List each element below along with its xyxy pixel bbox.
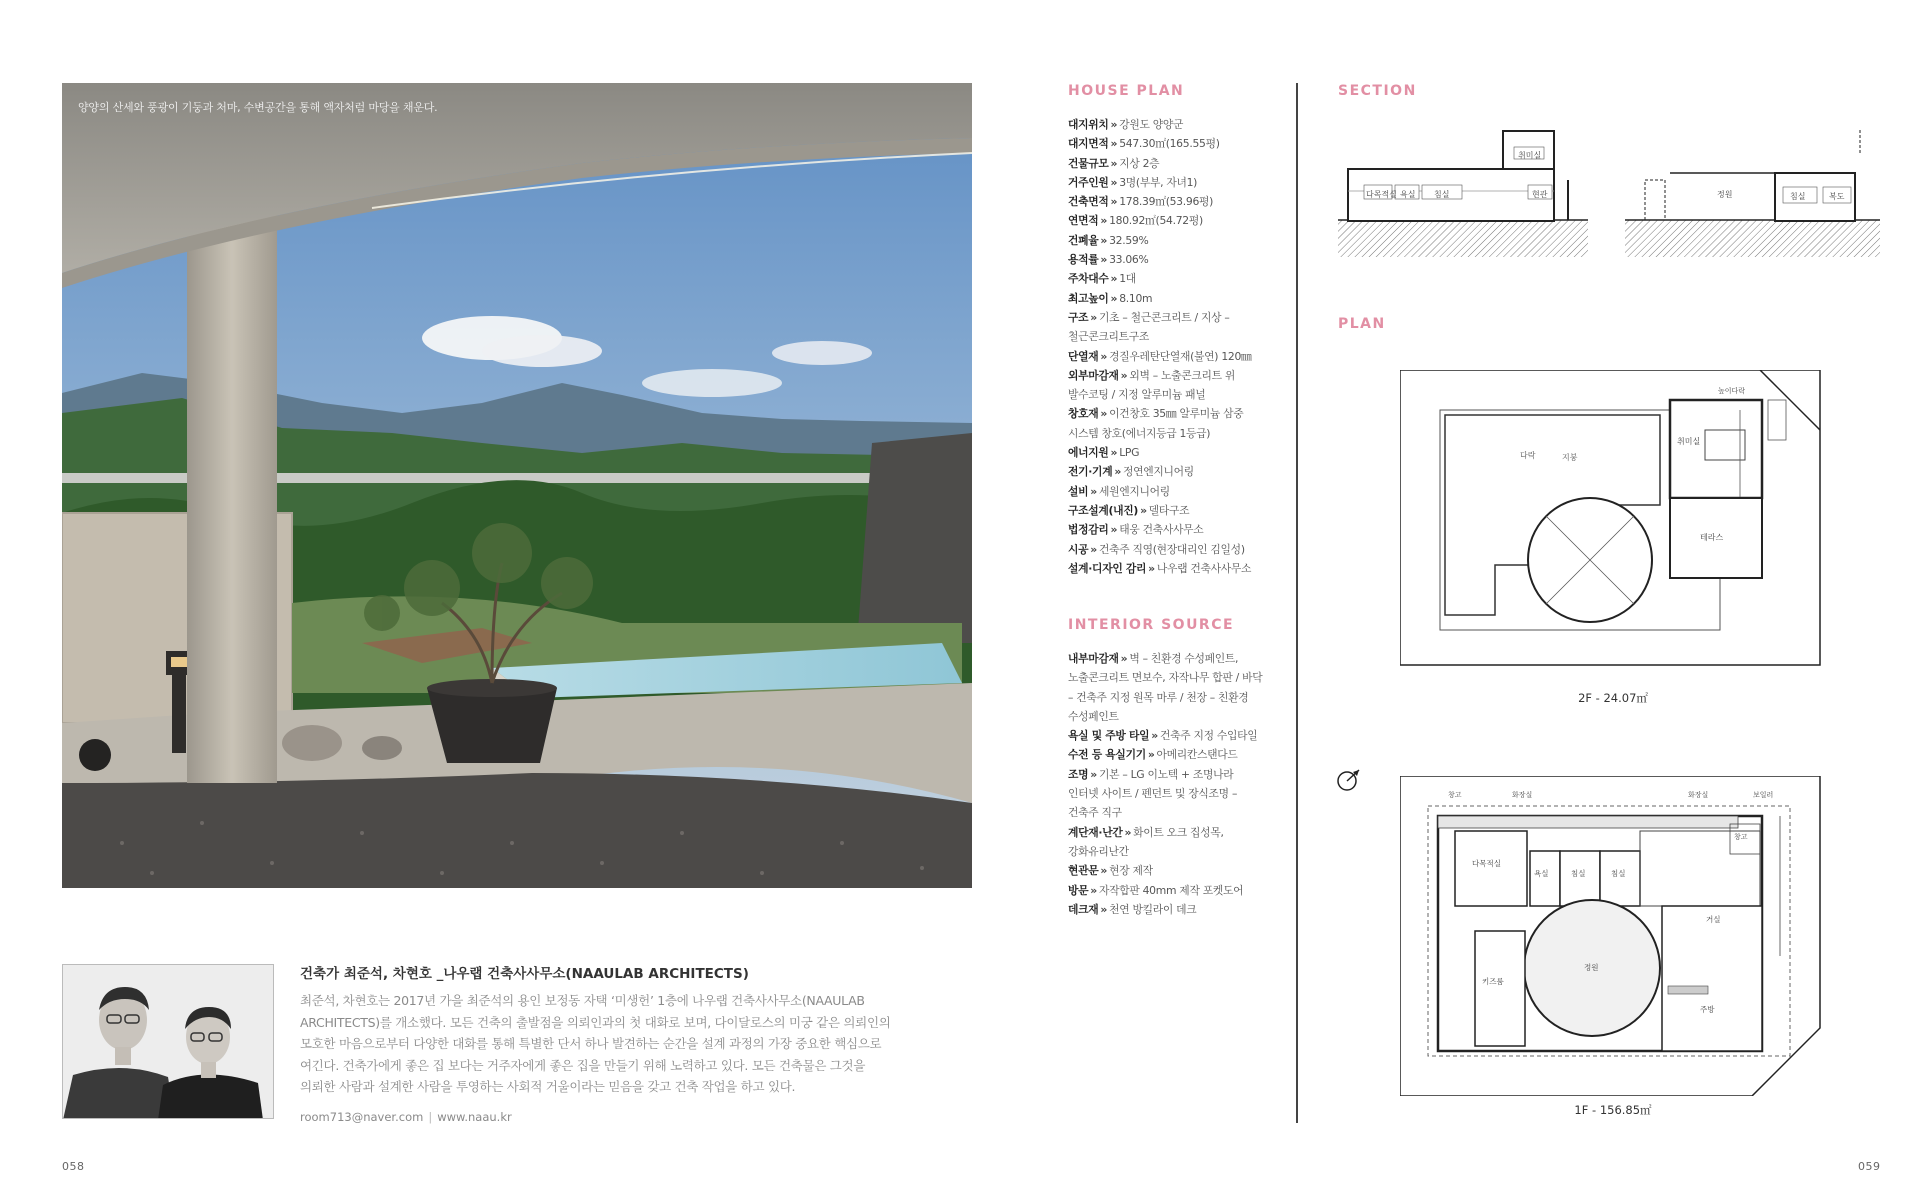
room-label: 거실	[1706, 915, 1721, 924]
spec-value: 180.92㎡(54.72평)	[1109, 214, 1203, 228]
spec-label: 데크재	[1068, 902, 1099, 916]
spec-item	[1068, 192, 1298, 211]
room-label: 창고	[1448, 791, 1462, 799]
spec-item	[1068, 404, 1298, 423]
interior-source-list	[1068, 649, 1298, 919]
double-chevron-icon: »	[1100, 233, 1108, 247]
bio-line: 최준석, 차현호는 2017년 가을 최준석의 용인 보정동 자택 ‘미생헌’ 1층에 나우랩 건축사사무소(NAAULAB	[300, 993, 865, 1008]
spec-label: 법정감리	[1068, 523, 1109, 537]
double-chevron-icon: »	[1100, 902, 1108, 916]
spec-label: 전기·기계	[1068, 465, 1113, 479]
plan-1f-area: 1F - 156.85㎡	[1574, 1103, 1652, 1117]
spec-label: 계단재·난간	[1068, 825, 1123, 839]
double-chevron-icon: »	[1151, 729, 1158, 743]
spec-item	[1068, 308, 1298, 327]
room-label: 취미실	[1518, 151, 1542, 160]
room-label: 현관	[1532, 190, 1548, 199]
spec-item	[1068, 443, 1298, 462]
spec-label: 욕실 및 주방 타일	[1068, 729, 1150, 743]
spec-value: 태웅 건축사사무소	[1119, 523, 1204, 537]
bio-line: ARCHITECTS)를 개소했다. 모든 건축의 출발점을 의뢰인과의 첫 대화로 보며, 다이달로스의 미궁 같은 의뢰인의	[300, 1014, 891, 1030]
bio-line: 여긴다. 건축가에게 좋은 집 보다는 거주자에게 좋은 집을 만들기 위해 노력하고 있다. 모든 건축물은 그것을	[300, 1057, 866, 1073]
spec-label: 조명	[1068, 767, 1089, 781]
plan-title: PLAN	[1338, 316, 1386, 332]
spec-value: 32.59%	[1109, 233, 1149, 247]
bio-line: 모호한 마음으로부터 다양한 대화를 통해 특별한 단서 하나 발견하는 순간을 설계 과정의 가장 중요한 핵심으로	[300, 1036, 882, 1051]
double-chevron-icon: »	[1114, 465, 1122, 479]
architect-email[interactable]: room713@naver.com	[300, 1109, 424, 1124]
courtyard-photo-illustration	[62, 83, 972, 888]
double-chevron-icon: »	[1090, 484, 1097, 498]
architect-title: 건축가 최준석, 차현호 _나우랩 건축사사무소(NAAULAB ARCHITECTS)	[300, 966, 749, 982]
room-label: 테라스	[1700, 533, 1724, 542]
spec-value: 기본 – LG 이노텍 + 조명나라	[1098, 767, 1234, 781]
double-chevron-icon: »	[1148, 561, 1155, 575]
bio-line: 의뢰한 사람과 설계한 사람을 투영하는 사회적 거울이라는 믿음을 갖고 건축 작업을 하고 있다.	[300, 1079, 796, 1094]
spec-label: 연면적	[1068, 214, 1099, 228]
architect-bio	[300, 962, 900, 1124]
spec-value: 강원도 양양군	[1119, 118, 1184, 131]
spec-item	[1068, 289, 1298, 308]
double-chevron-icon: »	[1090, 542, 1097, 556]
spec-label: 방문	[1068, 883, 1089, 897]
spec-label: 최고높이	[1068, 291, 1109, 305]
spec-value: 건축주 지정 수입타일	[1159, 729, 1258, 743]
spec-item	[1068, 269, 1298, 288]
double-chevron-icon: »	[1110, 523, 1118, 537]
house-plan-title: HOUSE PLAN	[1068, 83, 1185, 99]
plan-2f-area: 2F - 24.07㎡	[1578, 691, 1648, 705]
spec-label: 용적률	[1068, 253, 1099, 267]
double-chevron-icon: »	[1110, 137, 1118, 151]
spec-item	[1068, 134, 1298, 153]
spec-label: 에너지원	[1068, 446, 1109, 460]
spec-item	[1068, 250, 1298, 269]
spec-value-continued: 강화유리난간	[1068, 844, 1129, 858]
room-label: 화장실	[1688, 791, 1709, 799]
contact-separator: |	[428, 1109, 433, 1124]
spec-value: 178.39㎡(53.96평)	[1119, 195, 1214, 209]
architects-photo-illustration	[63, 965, 274, 1119]
architect-contact	[300, 1110, 900, 1124]
room-label: 지붕	[1562, 453, 1578, 462]
spec-value: 1대	[1119, 272, 1136, 286]
double-chevron-icon: »	[1110, 118, 1118, 131]
spec-item	[1068, 900, 1298, 919]
spec-item	[1068, 649, 1298, 668]
plan-1f-svg	[1400, 776, 1825, 1096]
spec-label: 수전 등 욕실기기	[1068, 748, 1146, 762]
double-chevron-icon: »	[1100, 214, 1108, 228]
spec-item	[1068, 366, 1298, 385]
spec-item	[1068, 881, 1298, 900]
spec-value: 8.10m	[1119, 291, 1153, 305]
spec-value: 나우랩 건축사사무소	[1156, 561, 1252, 575]
main-photo	[62, 83, 972, 888]
double-chevron-icon: »	[1140, 503, 1147, 517]
spec-item	[1068, 745, 1298, 764]
double-chevron-icon: »	[1110, 156, 1118, 170]
room-label: 침실	[1790, 192, 1806, 201]
room-label: 보일러	[1753, 791, 1774, 799]
double-chevron-icon: »	[1100, 407, 1108, 421]
spec-value-continued: – 건축주 지정 원목 마루 / 천장 – 친환경	[1068, 690, 1249, 704]
spec-value: 천연 방킬라이 데크	[1109, 902, 1197, 916]
room-label: 다락	[1520, 451, 1536, 460]
spec-label: 구조설계(내진)	[1068, 503, 1139, 517]
spec-value: 자작합판 40mm 제작 포켓도어	[1098, 883, 1244, 897]
plan-2f-drawing	[1400, 370, 1825, 670]
room-label: 정원	[1717, 190, 1733, 199]
architect-portrait	[62, 964, 274, 1119]
plan-2f-svg	[1400, 370, 1825, 670]
spec-item	[1068, 540, 1298, 559]
spec-item	[1068, 861, 1298, 880]
room-label: 욕실	[1400, 190, 1416, 199]
spec-label: 대지면적	[1068, 137, 1109, 151]
spec-item	[1068, 154, 1298, 173]
house-plan-list	[1068, 115, 1298, 578]
room-label: 다목적실	[1472, 859, 1501, 868]
spec-item	[1068, 520, 1298, 539]
architect-description	[300, 990, 900, 1098]
interior-source-title: INTERIOR SOURCE	[1068, 617, 1235, 633]
room-label: 침실	[1434, 190, 1450, 199]
double-chevron-icon: »	[1110, 195, 1118, 209]
room-label: 침실	[1611, 869, 1626, 878]
spec-value: 3명(부부, 자녀1)	[1119, 175, 1198, 189]
spec-value-continued: 노출콘크리트 면보수, 자작나무 합판 / 바닥	[1068, 671, 1263, 685]
spec-label: 창호재	[1068, 407, 1099, 421]
room-label: 높이다락	[1718, 387, 1746, 395]
room-label: 화장실	[1512, 791, 1533, 799]
double-chevron-icon: »	[1110, 175, 1118, 189]
spec-label: 거주인원	[1068, 175, 1109, 189]
room-label: 창고	[1734, 833, 1748, 841]
spec-value: 33.06%	[1109, 253, 1149, 267]
double-chevron-icon: »	[1110, 272, 1118, 286]
double-chevron-icon: »	[1120, 652, 1128, 665]
spec-label: 시공	[1068, 542, 1089, 556]
spec-item	[1068, 765, 1298, 784]
spec-value: 화이트 오크 집성목,	[1133, 825, 1224, 839]
spec-value: 건축주 직영(현장대리인 김일성)	[1098, 542, 1245, 556]
double-chevron-icon: »	[1090, 310, 1097, 324]
architect-website[interactable]: www.naau.kr	[437, 1109, 512, 1124]
room-label: 주방	[1700, 1005, 1715, 1014]
spec-item	[1068, 726, 1298, 745]
spec-value: 547.30㎡(165.55평)	[1119, 137, 1220, 151]
room-label: 침실	[1571, 869, 1586, 878]
spec-value: 세원엔지니어링	[1098, 484, 1170, 498]
page-number-right: 059	[1858, 1160, 1881, 1173]
spec-item	[1068, 173, 1298, 192]
spec-value: 기초 – 철근콘크리트 / 지상 –	[1098, 310, 1230, 324]
double-chevron-icon: »	[1100, 349, 1108, 363]
double-chevron-icon: »	[1124, 825, 1132, 839]
spec-value: 아메리칸스탠다드	[1156, 748, 1238, 762]
spec-value-continued: 발수코팅 / 지정 알루미늄 패널	[1068, 388, 1206, 402]
room-label: 키즈룸	[1482, 977, 1504, 986]
spec-item	[1068, 559, 1298, 578]
spec-label: 내부마감재	[1068, 652, 1119, 665]
double-chevron-icon: »	[1120, 368, 1128, 382]
spec-value: 이건창호 35㎜ 알루미늄 삼중	[1109, 407, 1244, 421]
spec-label: 설비	[1068, 484, 1089, 498]
spec-label: 설계·디자인 감리	[1068, 561, 1147, 575]
room-label: 정원	[1584, 963, 1599, 972]
spec-label: 건폐율	[1068, 233, 1099, 247]
room-label: 복도	[1829, 192, 1845, 201]
spec-value: 외벽 – 노출콘크리트 위	[1129, 368, 1236, 382]
house-plan-section	[1068, 83, 1298, 578]
spec-value-continued: 철근콘크리트구조	[1068, 330, 1150, 344]
spec-label: 건축면적	[1068, 195, 1109, 209]
spec-item	[1068, 231, 1298, 250]
spec-value: 지상 2층	[1119, 156, 1160, 170]
spec-item	[1068, 115, 1298, 134]
spec-value: 델타구조	[1148, 503, 1190, 517]
double-chevron-icon: »	[1090, 883, 1097, 897]
double-chevron-icon: »	[1090, 767, 1097, 781]
interior-source-section	[1068, 617, 1298, 919]
north-arrow-icon	[1335, 767, 1365, 793]
double-chevron-icon: »	[1100, 253, 1108, 267]
spec-item	[1068, 482, 1298, 501]
spec-item	[1068, 501, 1298, 520]
spec-label: 외부마감재	[1068, 368, 1119, 382]
double-chevron-icon: »	[1147, 748, 1155, 762]
spec-item	[1068, 462, 1298, 481]
section-title: SECTION	[1338, 83, 1417, 99]
spec-label: 현관문	[1068, 864, 1099, 878]
room-label: 취미실	[1677, 437, 1701, 446]
spec-value-continued: 시스템 창호(에너지등급 1등급)	[1068, 426, 1211, 440]
spec-value-continued: 인터넷 사이트 / 펜던트 및 장식조명 –	[1068, 787, 1238, 801]
spec-label: 주차대수	[1068, 272, 1109, 286]
spec-value-continued: 수성페인트	[1068, 709, 1119, 723]
spec-label: 건물규모	[1068, 156, 1109, 170]
spec-value: 현장 제작	[1109, 864, 1153, 878]
room-label: 욕실	[1534, 869, 1549, 878]
section-drawing-b	[1625, 125, 1880, 257]
spec-value: LPG	[1119, 446, 1140, 460]
spec-value: 벽 – 친환경 수성페인트,	[1129, 652, 1239, 665]
column-divider	[1296, 83, 1298, 1123]
photo-caption: 양양의 산세와 풍광이 기둥과 처마, 수변공간을 통해 액자처럼 마당을 채운다.	[78, 101, 438, 114]
double-chevron-icon: »	[1110, 446, 1118, 460]
room-label: 다목적실	[1366, 190, 1397, 199]
spec-item	[1068, 823, 1298, 842]
spec-value: 정연엔지니어링	[1123, 465, 1194, 479]
page-number-left: 058	[62, 1160, 85, 1173]
spec-label: 단열재	[1068, 349, 1099, 363]
plan-1f-drawing	[1400, 776, 1825, 1096]
spec-value: 경질우레탄단열재(불연) 120㎜	[1109, 349, 1252, 363]
spec-item	[1068, 211, 1298, 230]
spec-label: 대지위치	[1068, 118, 1109, 131]
double-chevron-icon: »	[1100, 864, 1108, 878]
double-chevron-icon: »	[1110, 291, 1118, 305]
spec-item	[1068, 347, 1298, 366]
spec-value-continued: 건축주 직구	[1068, 806, 1122, 820]
section-drawing-a	[1338, 125, 1588, 257]
spec-label: 구조	[1068, 310, 1089, 324]
